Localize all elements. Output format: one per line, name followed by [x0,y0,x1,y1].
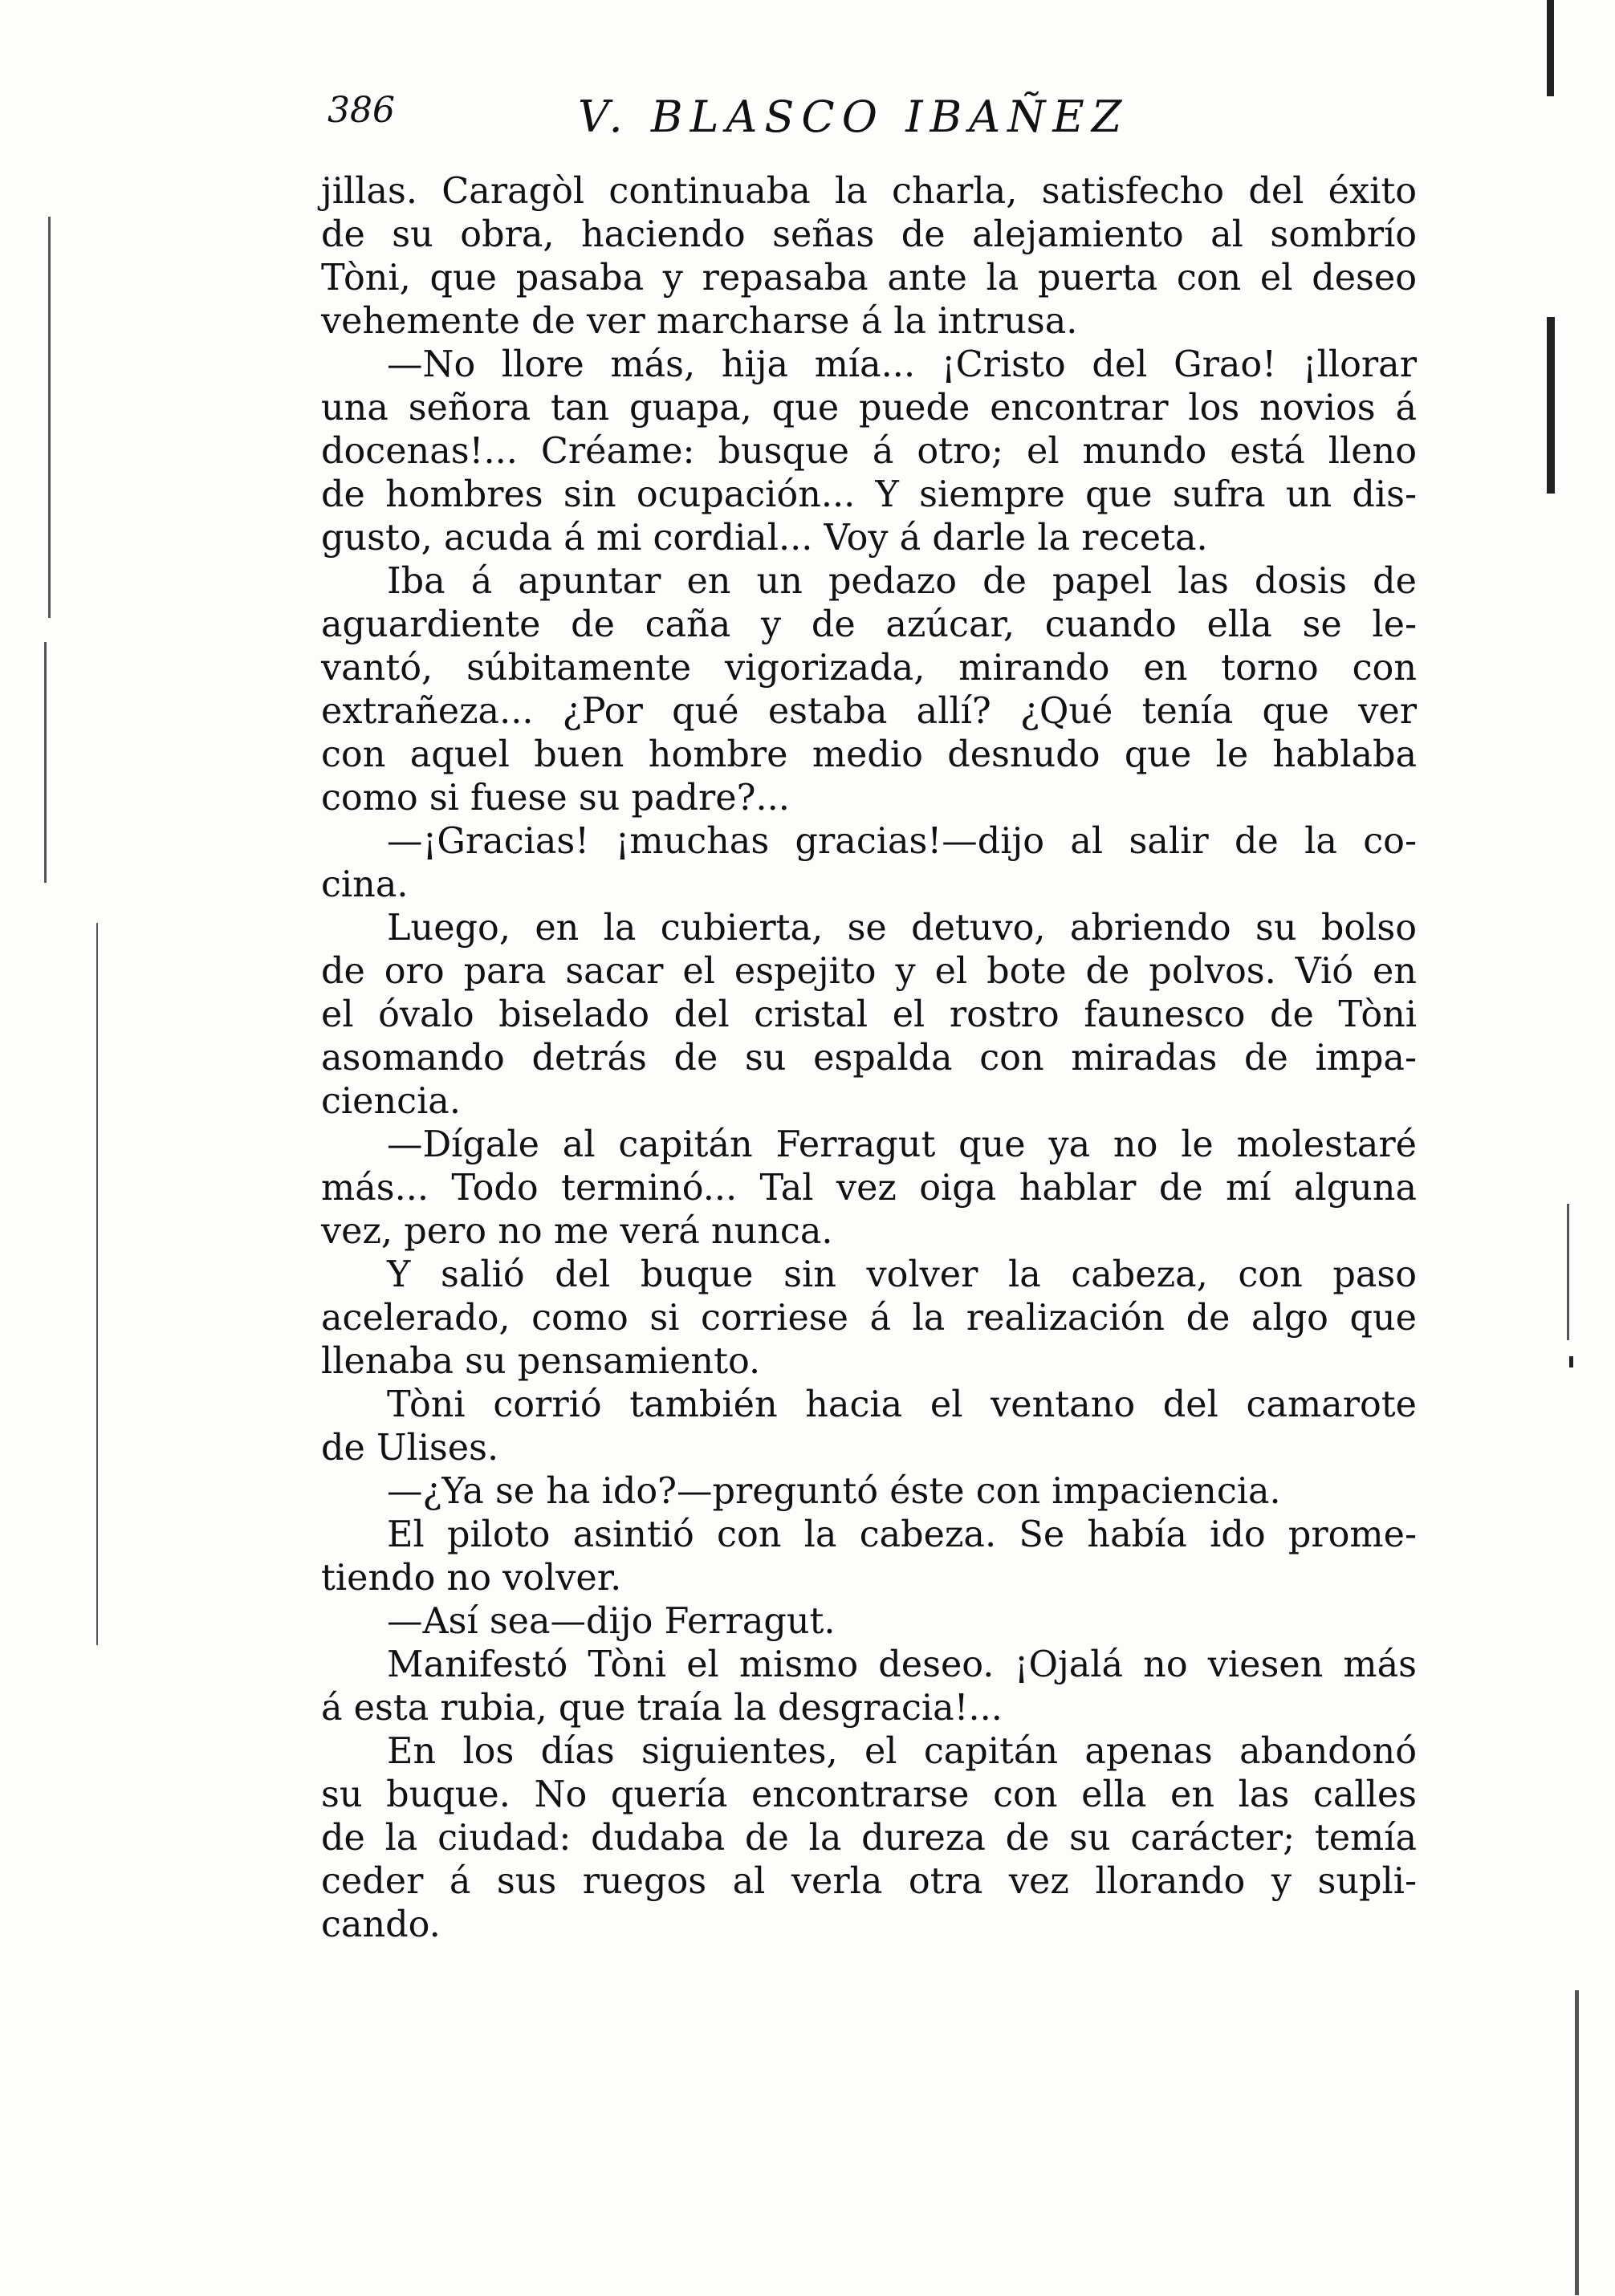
text-line: Y salió del buque sin volver la cabeza, con paso [387,1254,1417,1295]
text-line: una señora tan guapa, que puede encontrar los novios á [321,388,1417,429]
text-line: tiendo no volver. [321,1558,622,1599]
text-line: más... Todo terminó... Tal vez oiga hablar de mí alguna [321,1168,1417,1209]
text-line: llenaba su pensamiento. [321,1341,761,1382]
text-line: de Ulises. [321,1428,499,1469]
body-text [321,170,1417,1947]
text-line: —Dígale al capitán Ferragut que ya no le molestaré [387,1124,1417,1165]
text-line: de la ciudad: dudaba de la dureza de su carácter; temía [321,1818,1417,1859]
text-line: su buque. No quería encontrarse con ella en las calles [321,1774,1417,1815]
scan-edge-mark [1547,0,1554,96]
text-line: aguardiente de caña y de azúcar, cuando ella se le- [321,604,1417,645]
text-line: ciencia. [321,1081,461,1122]
text-line: —¿Ya se ha ido?—preguntó éste con impaciencia. [387,1471,1281,1512]
text-line: de su obra, haciendo señas de alejamiento al sombrío [321,214,1417,255]
text-line: Iba á apuntar en un pedazo de papel las dosis de [387,561,1417,602]
text-line: ceder á sus ruegos al verla otra vez llorando y supli- [321,1861,1417,1902]
text-line: cando. [321,1904,441,1945]
text-line: En los días siguientes, el capitán apenas abandonó [387,1731,1417,1772]
text-line: —Así sea—dijo Ferragut. [387,1601,836,1642]
text-line: docenas!... Créame: busque á otro; el mundo está lleno [321,431,1417,472]
text-line: jillas. Caragòl continuaba la charla, satisfecho del éxito [321,171,1417,212]
scan-edge-mark [1547,317,1555,494]
text-line: El piloto asintió con la cabeza. Se había ido prome- [387,1514,1417,1555]
scan-edge-mark [96,923,98,1645]
text-line: de hombres sin ocupación... Y siempre que sufra un dis- [321,474,1417,515]
text-line: acelerado, como si corriese á la realización de algo que [321,1298,1417,1339]
scan-edge-mark [44,642,47,883]
scan-edge-mark [48,217,51,618]
text-line: el óvalo biselado del cristal el rostro faunesco de Tòni [321,994,1417,1035]
text-line: Luego, en la cubierta, se detuvo, abriendo su bolso [387,908,1417,949]
text-line: Tòni corrió también hacia el ventano del camarote [387,1384,1417,1425]
text-line: gusto, acuda á mi cordial... Voy á darle la receta. [321,518,1208,559]
text-line: vantó, súbitamente vigorizada, mirando en torno con [321,648,1417,689]
page-header [321,80,1413,152]
text-line: asomando detrás de su espalda con miradas de impa- [321,1038,1417,1079]
text-line: Manifestó Tòni el mismo deseo. ¡Ojalá no viesen más [387,1644,1417,1685]
text-line: —No llore más, hija mía... ¡Cristo del Grao! ¡llorar [387,344,1417,385]
text-line: vehemente de ver marcharse á la intrusa. [321,301,1078,342]
scan-edge-mark [1569,1356,1573,1367]
text-line: extrañeza... ¿Por qué estaba allí? ¿Qué tenía que ver [321,691,1417,732]
text-line: de oro para sacar el espejito y el bote de polvos. Vió en [321,951,1417,992]
text-line: á esta rubia, que traía la desgracia!... [321,1688,1003,1729]
text-line: vez, pero no me verá nunca. [321,1211,833,1252]
text-line: Tòni, que pasaba y repasaba ante la puerta con el deseo [321,258,1417,299]
page-number: 386 [327,90,395,131]
running-head: V. BLASCO IBAÑEZ [578,91,1129,142]
scan-edge-mark [1567,1204,1569,1340]
text-line: con aquel buen hombre medio desnudo que le hablaba [321,734,1417,775]
text-line: cina. [321,864,409,905]
text-line: como si fuese su padre?... [321,778,790,819]
scan-edge-mark [1575,1990,1579,2295]
text-line: —¡Gracias! ¡muchas gracias!—dijo al salir de la co- [387,821,1417,862]
